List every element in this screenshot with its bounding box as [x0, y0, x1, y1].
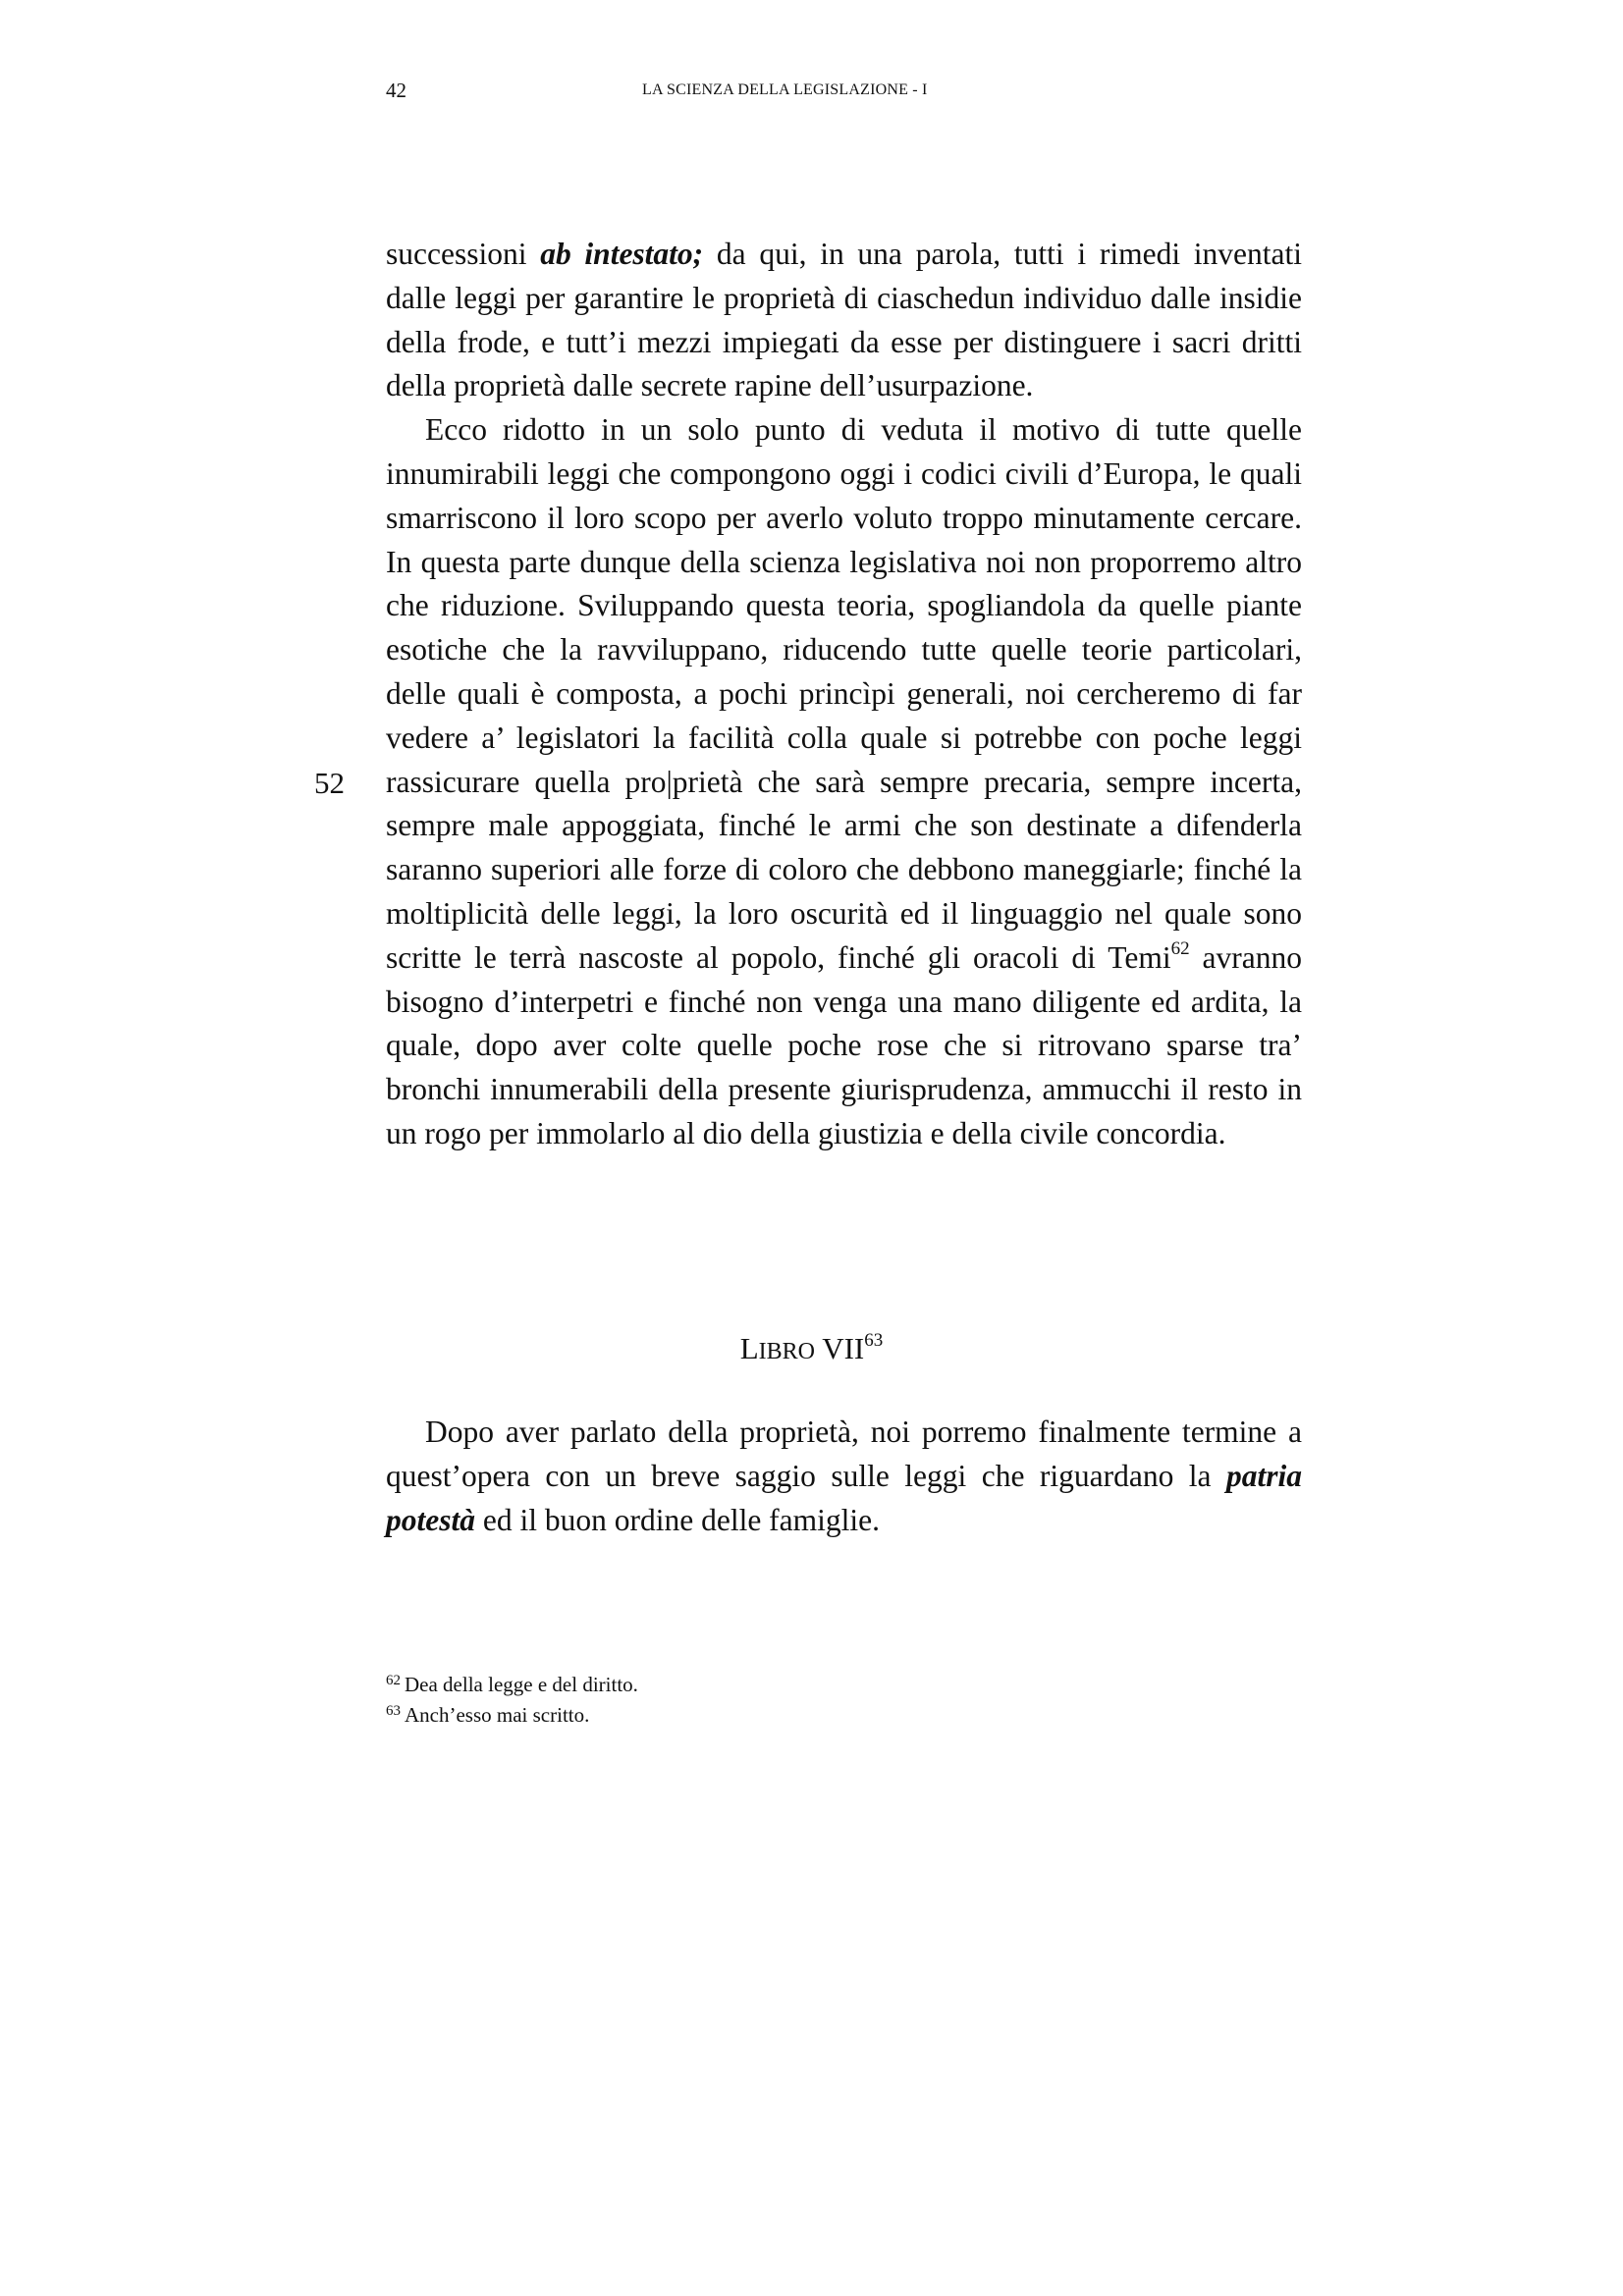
paragraph-1-rest: da qui, in una parola, tutti i rimedi inventati dalle leggi per garantire le proprietà di ciaschedun individuo dalle insidie della frode, e tutt’i mezzi impiegati da esse per distinguere i sacri dritti della proprietà dalle secrete rapine dell’usurpazione. [386, 237, 1303, 403]
paragraph-3 [386, 1411, 1302, 1542]
footnote-ref-62[interactable]: 62 [1170, 938, 1190, 960]
paragraph-2 [386, 408, 1302, 1156]
footnote-text: Dea della legge e del diritto. [405, 1673, 638, 1696]
chapter-initial: L [739, 1331, 759, 1365]
paragraph-1 [386, 233, 1302, 408]
chapter-heading [0, 1327, 1623, 1373]
footnote-62 [386, 1670, 1302, 1700]
chapter-numeral: VII [815, 1331, 865, 1365]
paragraph-3-start: Dopo aver parlato della proprietà, noi porremo finalmente termine a quest’opera con un breve saggio sulle leggi che riguardano la [386, 1415, 1302, 1493]
footnote-63 [386, 1700, 1302, 1731]
paragraph-2-rest: avranno bisogno d’interpetri e finché non venga una mano diligente ed ardita, la quale, dopo aver colte quelle poche rose che si ritrovano sparse tra’ bronchi innumerabili della presente giurisprudenza, ammucchi il resto in un rogo per immolarlo al dio della giustizia e della civile concordia. [386, 939, 1303, 1150]
margin-page-reference: 52 [314, 766, 345, 800]
footnote-number: 62 [386, 1673, 401, 1688]
paragraph-1-start: successioni [386, 237, 541, 271]
footnotes [386, 1670, 1302, 1731]
footnote-ref-63[interactable]: 63 [864, 1329, 884, 1351]
main-text [386, 233, 1302, 1156]
italic-phrase: ab intestato; [540, 237, 704, 271]
footnote-text: Anch’esso mai scritto. [405, 1703, 590, 1727]
footnote-number: 63 [386, 1703, 401, 1719]
italic-phrase-patria: patria potestà [386, 1458, 1302, 1537]
paragraph-3-rest: ed il buon ordine delle famiglie. [475, 1502, 881, 1537]
running-header: LA SCIENZA DELLA LEGISLAZIONE - I [642, 81, 928, 98]
page-number: 42 [386, 79, 406, 102]
chapter-word: IBRO [758, 1339, 816, 1364]
paragraph-2-start: Ecco ridotto in un solo punto di veduta il motivo di tutte quelle innumirabili leggi che compongono oggi i codici civili d’Europa, le quali smarriscono il loro scopo per averlo voluto troppo minutamente cercare. In questa parte dunque della scienza legislativa noi non proporremo altro che riduzione. Sviluppando questa teoria, spogliandola da quelle piante esotiche che la ravviluppano, riducendo tutte quelle teorie particolari, delle quali è composta, a pochi princìpi generali, noi cercheremo di far vedere a’ legislatori la facilità colla quale si potrebbe con poche leggi rassicurare quella pro|prietà che sarà sempre precaria, sempre incerta, sempre male appoggiata, finché le armi che son destinate a difenderla saranno superiori alle forze di coloro che debbono maneggiarle; finché la moltiplicità delle leggi, la loro oscurità ed il linguaggio nel quale sono scritte le terrà nascoste al popolo, finché gli oracoli di Temi [386, 412, 1302, 975]
